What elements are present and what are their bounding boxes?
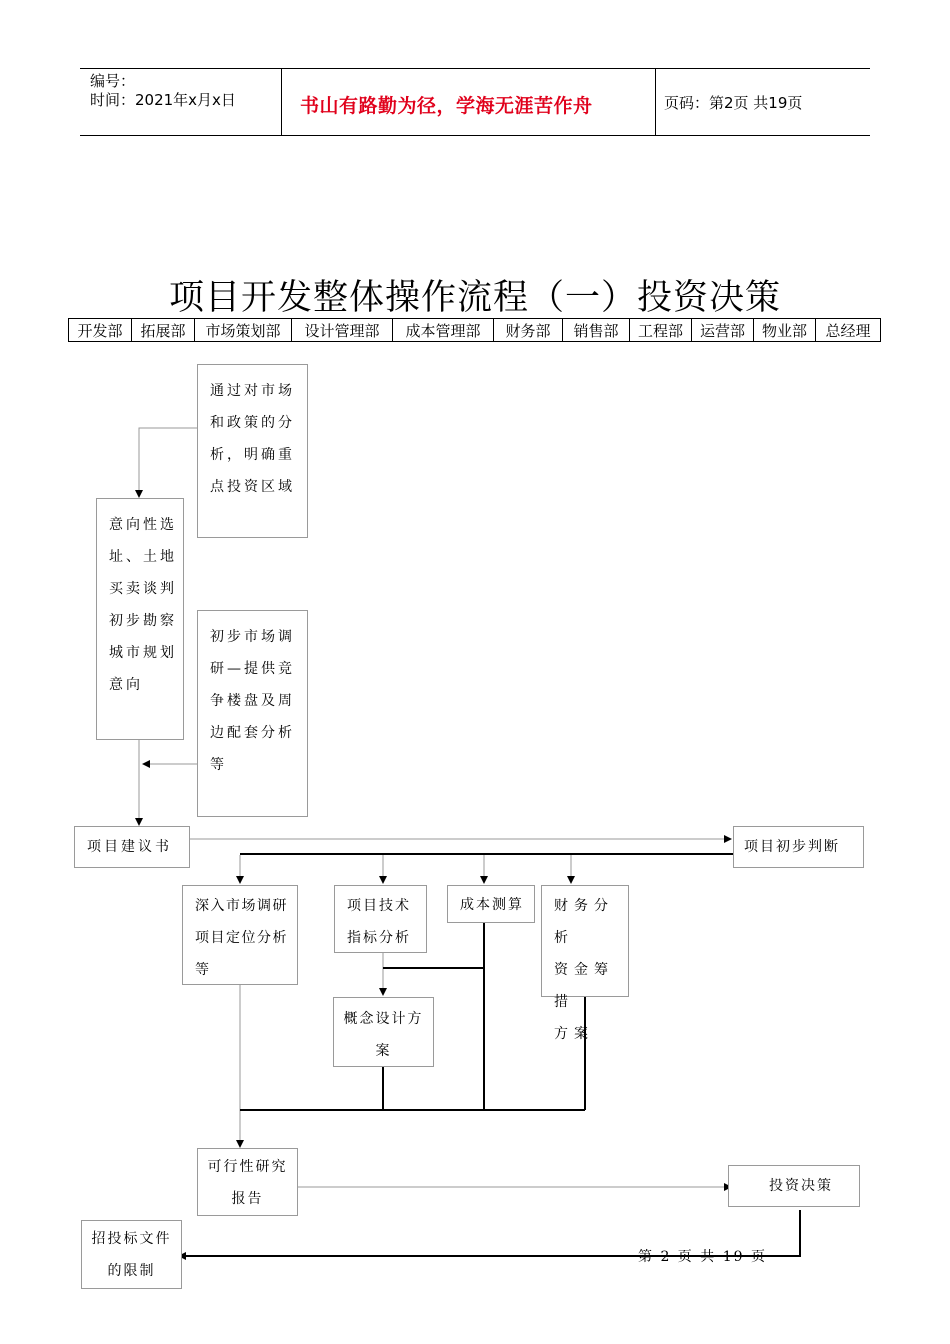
box-proposal [74, 826, 190, 868]
box-market-analysis-text: 通过对市场 和政策的分 析，明确重 点投资区域 [210, 383, 295, 495]
box-proposal-text: 项目建议书 [87, 839, 172, 855]
box-finance-plan-text: 财务分析 资金筹措 方案 [554, 898, 614, 1042]
header-number-label: 编号： [90, 72, 136, 90]
box-initial-research-text: 初步市场调 研—提供竞 争楼盘及周 边配套分析 等 [210, 629, 295, 773]
box-site-selection [96, 498, 184, 740]
dept-cell: 运营部 [692, 319, 754, 342]
header-time-label: 时间：2021年x月x日 [90, 91, 236, 109]
box-investment-decision [728, 1165, 860, 1207]
dept-cell: 销售部 [563, 319, 630, 342]
box-cost-estimate [447, 885, 535, 923]
box-market-analysis [197, 364, 308, 538]
dept-cell: 物业部 [754, 319, 816, 342]
dept-cell: 工程部 [630, 319, 692, 342]
box-bidding-limits [81, 1220, 182, 1289]
box-deep-research [182, 885, 298, 985]
dept-cell: 市场策划部 [195, 319, 292, 342]
box-cost-estimate-text: 成本测算 [460, 897, 524, 913]
box-finance-plan [541, 885, 629, 1042]
box-site-selection-text: 意向性选 址、土地 买卖谈判 初步勘察 城市规划 意向 [109, 517, 177, 693]
dept-cell: 总经理 [816, 319, 881, 342]
box-concept-design [333, 997, 434, 1067]
header-page-info: 页码：第2页 共19页 [664, 94, 803, 112]
connector-market-to-site [139, 428, 197, 497]
page-footer: 第 2 页 共 19 页 [638, 1249, 767, 1265]
box-initial-judgment [733, 826, 864, 868]
dept-cell: 开发部 [69, 319, 132, 342]
box-bidding-limits-text: 招投标文件 的限制 [91, 1231, 172, 1279]
box-deep-research-text: 深入市场调研 项目定位分析 等 [195, 898, 288, 978]
box-concept-design-text: 概念设计方 案 [343, 1011, 424, 1059]
box-initial-research [197, 610, 308, 817]
dept-cell: 拓展部 [132, 319, 195, 342]
header-motto: 书山有路勤为径，学海无涯苦作舟 [300, 95, 593, 117]
box-tech-indicators [334, 885, 427, 953]
box-investment-decision-text: 投资决策 [769, 1178, 833, 1194]
dept-cell: 成本管理部 [393, 319, 494, 342]
box-initial-judgment-text: 项目初步判断 [744, 839, 840, 855]
page-title: 项目开发整体操作流程（一）投资决策 [168, 278, 781, 318]
dept-cell: 财务部 [494, 319, 563, 342]
box-feasibility [197, 1148, 298, 1216]
dept-cell: 设计管理部 [292, 319, 393, 342]
box-tech-indicators-text: 项目技术 指标分析 [347, 898, 411, 946]
box-feasibility-text: 可行性研究 报告 [207, 1159, 288, 1207]
